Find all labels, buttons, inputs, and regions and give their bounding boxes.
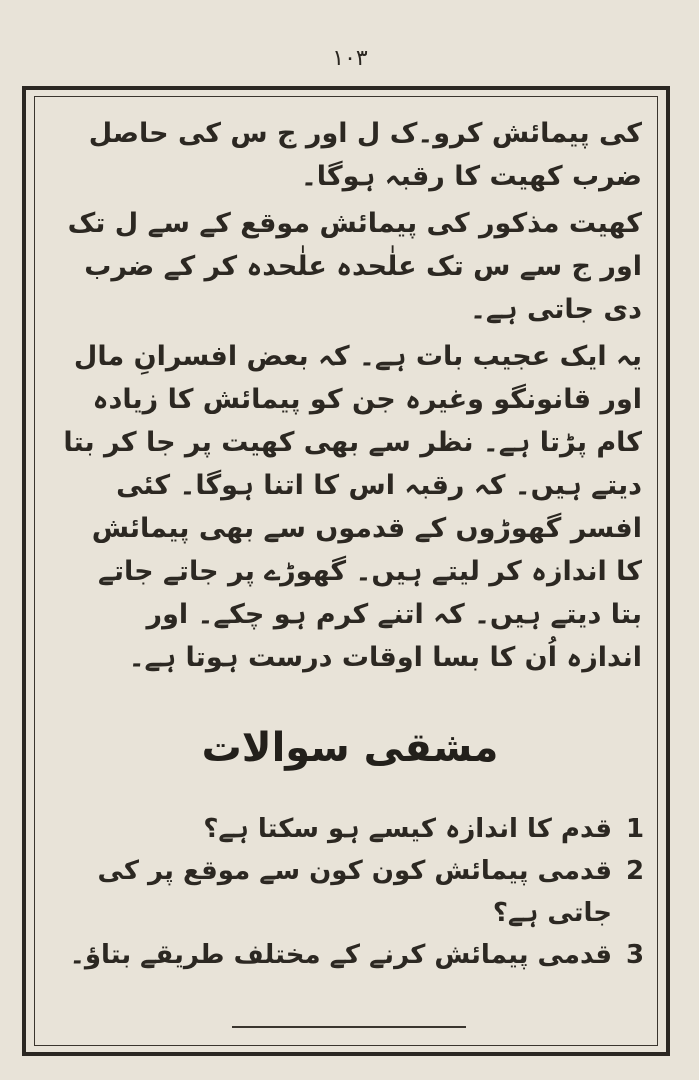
question-item (62, 934, 652, 976)
page-number: ۱۰۳ (332, 46, 368, 71)
question-text: قدم کا اندازہ کیسے ہو سکتا ہے؟ (203, 814, 612, 844)
exercise-heading: مشقی سوالات (201, 725, 499, 771)
question-item (62, 850, 652, 934)
question-item (62, 808, 652, 850)
question-text: قدمی پیمائش کرنے کے مختلف طریقے بتاؤ۔ (69, 940, 612, 970)
question-text: قدمی پیمائش کون کون سے موقع پر کی جاتی ہے؟ (97, 856, 612, 928)
question-number: 2 (625, 856, 645, 886)
question-list (62, 808, 652, 976)
question-number: 1 (625, 814, 645, 844)
bottom-divider (232, 1026, 466, 1028)
paragraph-estimation-remark: یہ ایک عجیب بات ہے۔ کہ بعض افسرانِ مال اور قانونگو وغیرہ جن کو پیمائش کا زیادہ کام پڑتا ہے۔ نظر سے بھی کھیت پر جا کر بتا دیتے ہیں۔ کہ رقبہ اس کا اتنا ہوگا۔ کئی افسر گھوڑوں کے قدموں سے بھی پیمائش کا اندازہ کر لیتے ہیں۔ گھوڑے پر جاتے جاتے بتا دیتے ہیں۔ کہ اتنے کرم ہو چکے۔ اور اندازہ اُن کا بسا اوقات درست ہوتا ہے۔ (63, 341, 642, 673)
body-text (62, 112, 642, 679)
question-number: 3 (625, 940, 645, 970)
paragraph-measurement-result: کی پیمائش کرو۔ک ل اور ج س کی حاصل ضرب کھیت کا رقبہ ہوگا۔ (88, 118, 642, 192)
paragraph-field-method: کھیت مذکور کی پیمائش موقع کے سے ل تک اور ج سے س تک علٰحدہ علٰحدہ کر کے ضرب دی جاتی ہے۔ (67, 208, 642, 325)
